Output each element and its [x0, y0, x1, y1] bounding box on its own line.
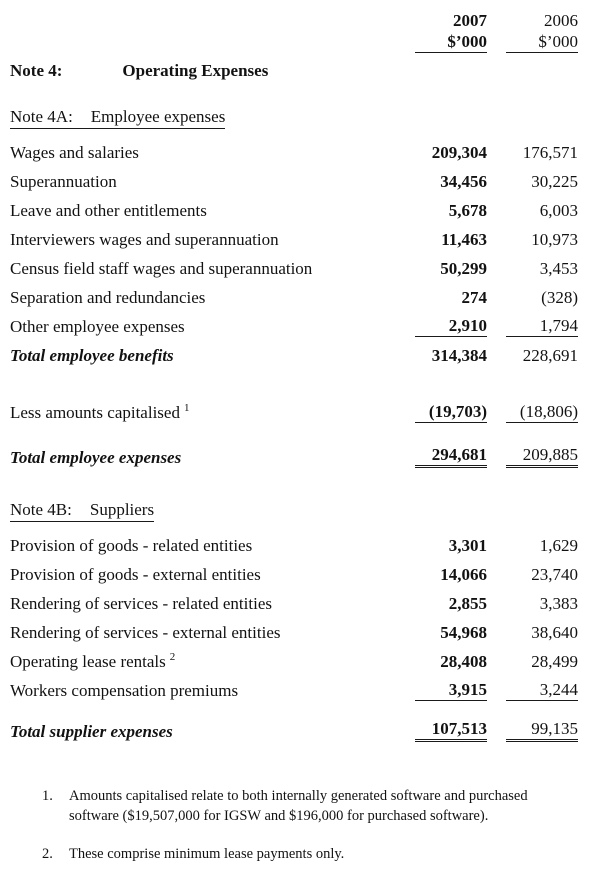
row-label: Superannuation	[10, 172, 117, 191]
footnote-ref-1: 1	[183, 402, 190, 415]
value-2007: 209,304	[431, 143, 487, 162]
row-label-text: Less amounts capitalised	[10, 403, 180, 422]
row-label: Total supplier expenses	[10, 722, 173, 741]
note4b-label: Suppliers	[89, 500, 155, 519]
value-2007: 3,301	[448, 536, 487, 555]
note4a-id: Note 4A:	[10, 107, 73, 126]
note4-id: Note 4:	[10, 61, 63, 80]
value-2007: 2,910	[415, 316, 487, 337]
row-label: Interviewers wages and superannuation	[10, 230, 279, 249]
footnote-number: 2.	[42, 846, 53, 862]
total-employee-expenses-row	[10, 439, 578, 468]
value-2006: (328)	[541, 288, 578, 307]
table-row	[10, 192, 578, 221]
note4a-label: Employee expenses	[90, 107, 226, 126]
row-label: Rendering of services - related entities	[10, 594, 272, 613]
row-label: Workers compensation premiums	[10, 681, 239, 700]
row-label: Wages and salaries	[10, 143, 139, 162]
value-2006: 10,973	[531, 230, 578, 249]
value-2007: 294,681	[415, 445, 487, 468]
unit-2006-label: $’000	[506, 31, 578, 53]
value-2007: 34,456	[440, 172, 487, 191]
value-2007: 107,513	[415, 719, 487, 742]
value-2006: 30,225	[531, 172, 578, 191]
row-label: Leave and other entitlements	[10, 201, 207, 220]
value-2006: 23,740	[531, 565, 578, 584]
table-row	[10, 527, 578, 556]
table-row	[10, 614, 578, 643]
row-label: Total employee benefits	[10, 346, 174, 365]
footnote-ref-2: 2	[169, 651, 176, 664]
table-row	[10, 585, 578, 614]
table-row	[10, 672, 578, 701]
table-row	[10, 221, 578, 250]
note4b-id: Note 4B:	[10, 500, 72, 519]
row-label	[10, 403, 415, 423]
value-2006: 3,244	[506, 680, 578, 701]
total-supplier-expenses-row	[10, 713, 578, 742]
value-2007: (19,703)	[415, 402, 487, 423]
value-2006: 38,640	[531, 623, 578, 642]
value-2006: 1,629	[539, 536, 578, 555]
table-row	[10, 643, 578, 672]
value-2006: 176,571	[522, 143, 578, 162]
value-2007: 274	[461, 288, 487, 307]
value-2006: 3,383	[539, 594, 578, 613]
table-row	[10, 250, 578, 279]
note4-label: Operating Expenses	[122, 61, 269, 80]
value-2007: 314,384	[431, 346, 487, 365]
value-2006: 209,885	[506, 445, 578, 468]
note4a-heading	[10, 106, 578, 129]
value-2007: 5,678	[448, 201, 487, 220]
note4b-heading	[10, 499, 578, 522]
table-row	[10, 308, 578, 337]
row-label: Provision of goods - external entities	[10, 565, 261, 584]
value-2007: 11,463	[441, 230, 487, 249]
footnote-number: 1.	[42, 788, 53, 804]
value-2007: 3,915	[415, 680, 487, 701]
table-row	[10, 134, 578, 163]
unit-2007-label: $’000	[415, 31, 487, 53]
value-2007: 14,066	[440, 565, 487, 584]
value-2006: 6,003	[539, 201, 578, 220]
value-2006: 1,794	[506, 316, 578, 337]
note4b-table	[10, 527, 578, 701]
value-2007: 28,408	[440, 652, 487, 671]
value-2007: 50,299	[440, 259, 487, 278]
note4-title	[10, 60, 578, 82]
less-amounts-capitalised-row	[10, 394, 578, 423]
table-row	[10, 556, 578, 585]
row-label: Separation and redundancies	[10, 288, 206, 307]
row-label: Census field staff wages and superannuation	[10, 259, 313, 278]
row-label-text: Operating lease rentals	[10, 652, 166, 671]
footnote-2	[42, 844, 552, 864]
value-2006: 99,135	[506, 719, 578, 742]
value-2006: 228,691	[522, 346, 578, 365]
table-row	[10, 279, 578, 308]
footnotes	[42, 786, 552, 864]
row-label: Provision of goods - related entities	[10, 536, 253, 555]
total-employee-benefits-row	[10, 337, 578, 366]
value-2007: 54,968	[440, 623, 487, 642]
row-label: Total employee expenses	[10, 448, 182, 467]
value-2006: (18,806)	[506, 402, 578, 423]
row-label: Other employee expenses	[10, 317, 185, 336]
value-2006: 3,453	[539, 259, 578, 278]
row-label	[10, 652, 415, 672]
column-year-header	[10, 10, 578, 31]
row-label: Rendering of services - external entities	[10, 623, 281, 642]
footnote-1	[42, 786, 552, 826]
footnote-text: These comprise minimum lease payments only.	[69, 846, 345, 862]
value-2006: 28,499	[531, 652, 578, 671]
footnote-text: Amounts capitalised relate to both internally generated software and purchased software ($19,507,000 for IGSW and $196,000 for purchased software).	[69, 788, 528, 824]
value-2007: 2,855	[448, 594, 487, 613]
note4a-table	[10, 134, 578, 366]
table-row	[10, 163, 578, 192]
column-unit-header	[10, 31, 578, 53]
year-2007-label: 2007	[453, 11, 487, 30]
year-2006-label: 2006	[544, 11, 578, 30]
